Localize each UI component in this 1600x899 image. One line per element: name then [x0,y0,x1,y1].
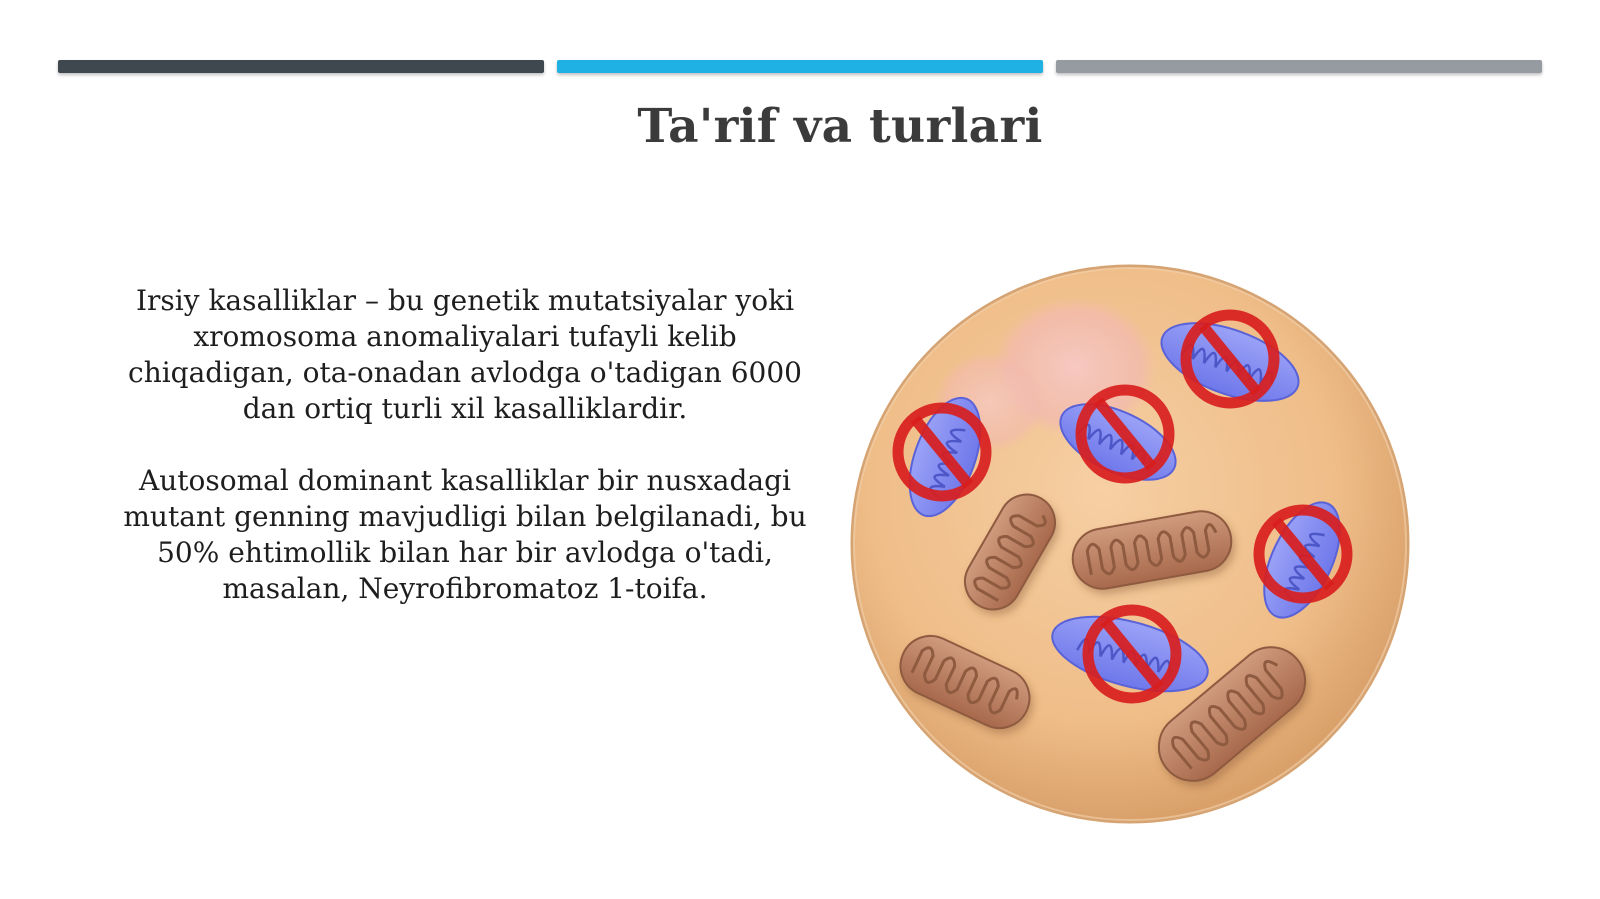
body-text [110,283,820,607]
paragraph-definition: Irsiy kasalliklar – bu genetik mutatsiyalar yoki xromosoma anomaliyalari tufayli kelib chiqadigan, ota-onadan avlodga o'tadigan 6000 dan ortiq turli xil kasalliklardir. [128,284,802,425]
top-accent-bar-gray [1056,60,1542,73]
cell-illustration-svg [840,262,1430,852]
top-accent-bar-dark [58,60,544,73]
paragraph-autosomal-dominant: Autosomal dominant kasalliklar bir nusxadagi mutant genning mavjudligi bilan belgilanadi, bu 50% ehtimollik bilan har bir avlodga o'tadi, masalan, Neyrofibromatoz 1-toifa. [123,464,807,605]
cell-mitochondria-illustration [840,262,1430,852]
slide-title: Ta'rif va turlari [637,99,1043,154]
top-accent-bar-blue [557,60,1043,73]
